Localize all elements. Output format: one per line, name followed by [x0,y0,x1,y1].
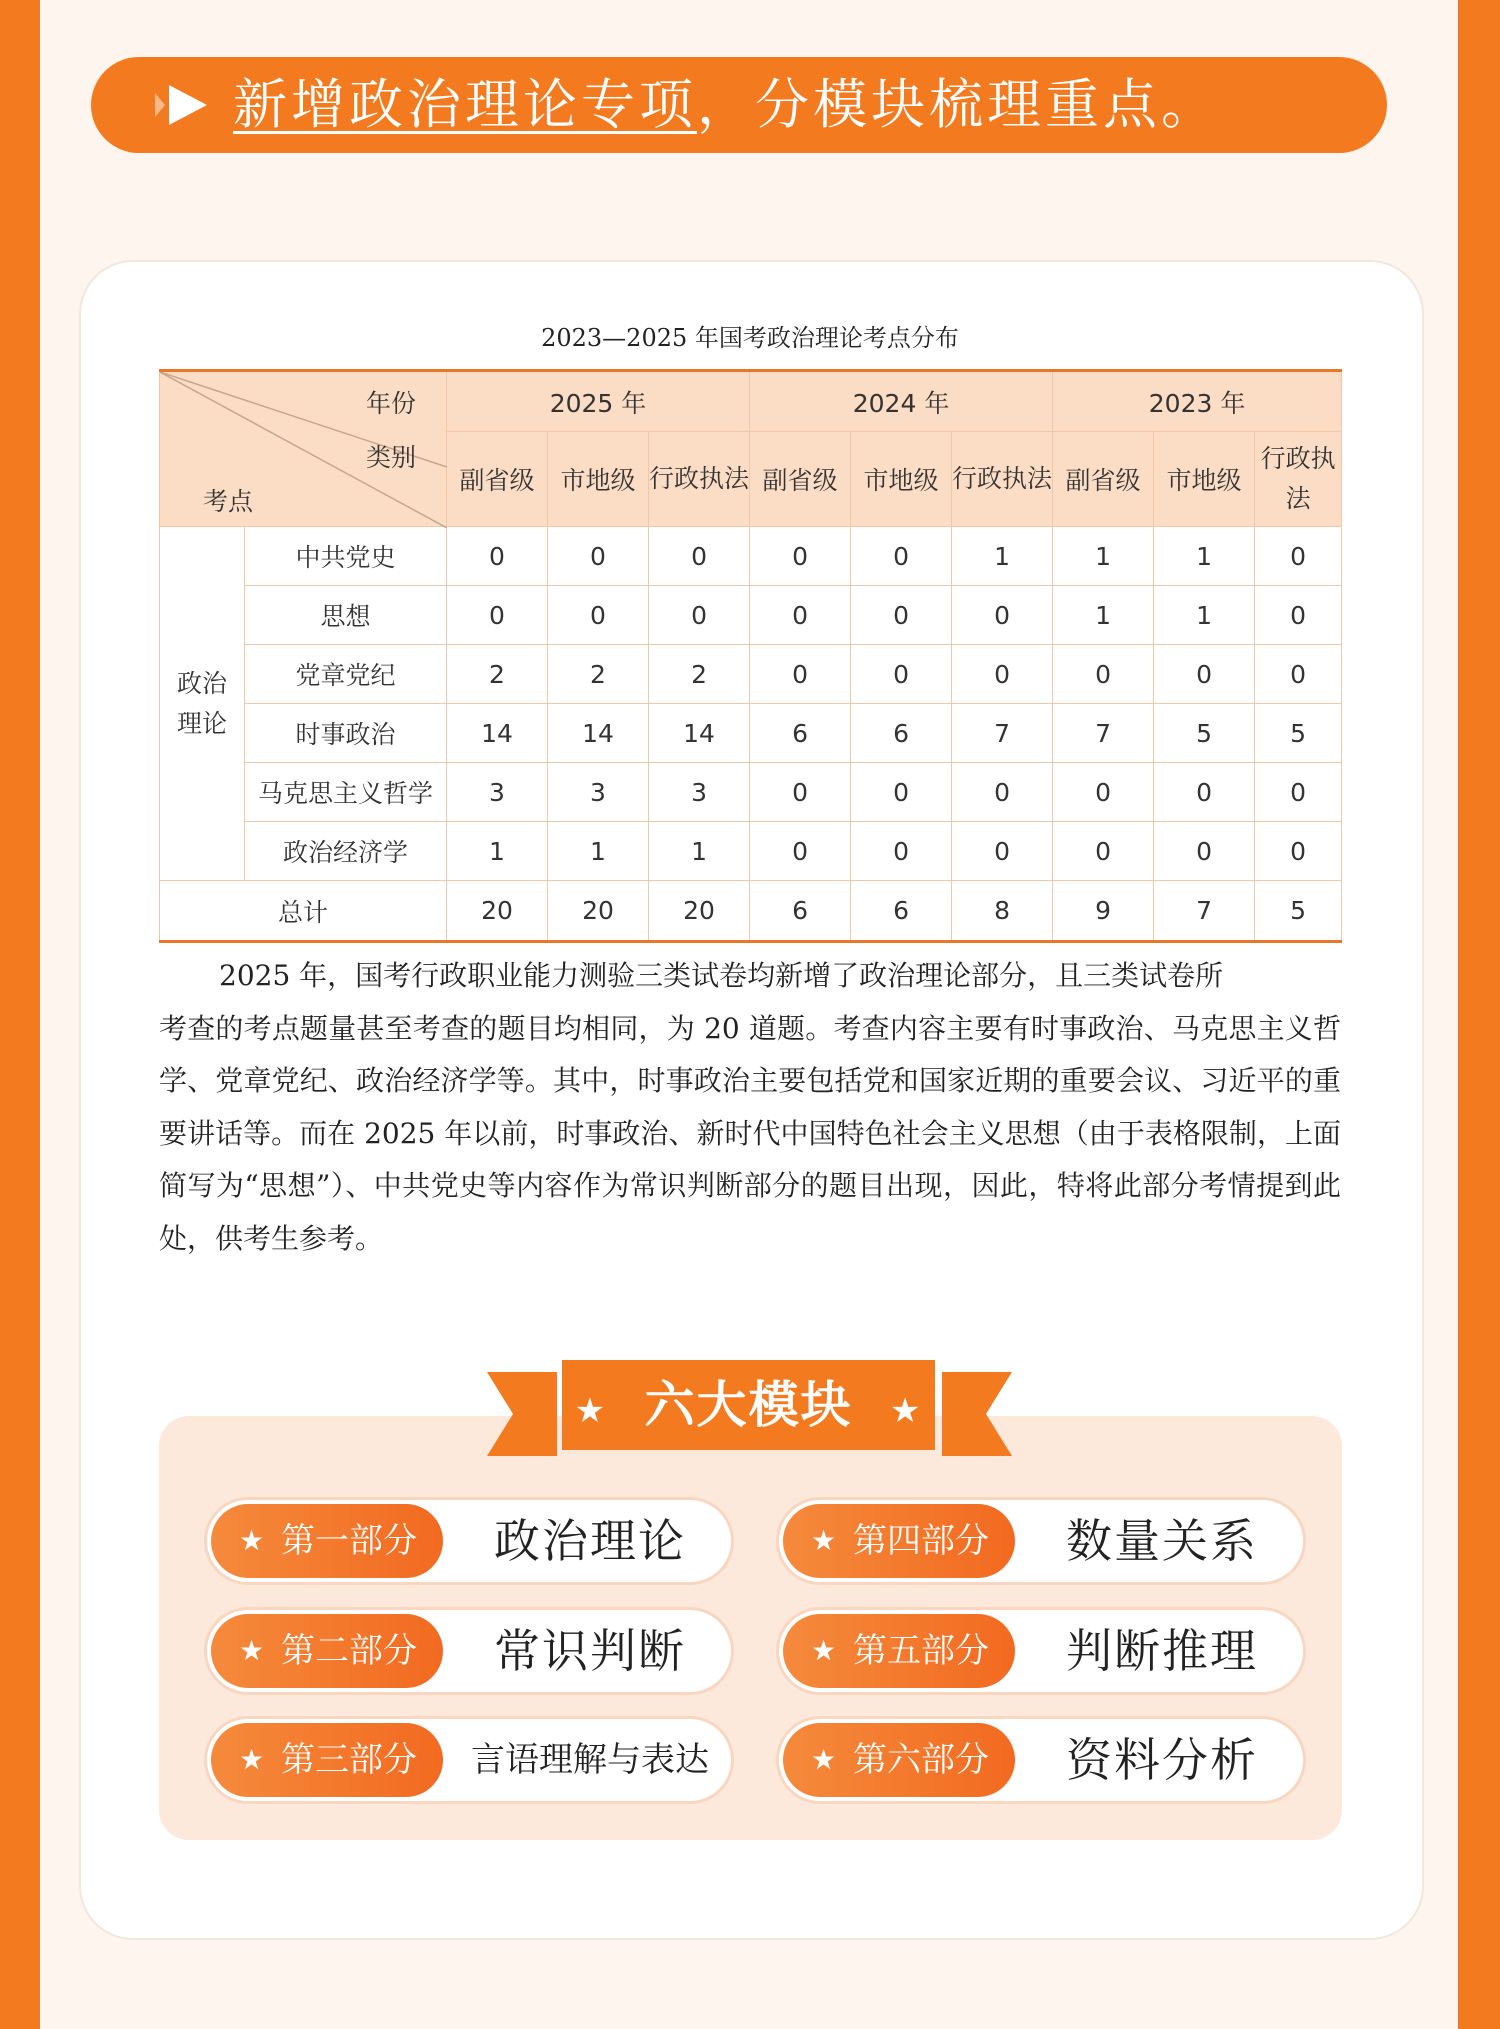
table-cell: 0 [1053,763,1154,822]
table-cell: 6 [750,704,851,763]
table-cell: 14 [447,704,548,763]
headline-text [233,71,1219,139]
star-icon: ★ [239,1524,265,1557]
exam-distribution-table [159,369,1342,943]
table-cell: 0 [851,586,952,645]
table-cell: 0 [1154,822,1255,881]
star-icon: ★ [239,1743,265,1776]
ribbon-right-tail [942,1372,1012,1456]
table-cell: 3 [649,763,750,822]
module-item-5[interactable] [779,1610,1303,1692]
table-row [160,763,1342,822]
module-tag [783,1723,1015,1797]
left-orange-border [0,0,40,2029]
headline-rest: ，分模块梳理重点。 [697,73,1219,136]
category-label: 政治理论 [176,668,227,738]
total-cell: 6 [750,881,851,942]
module-name: 判断推理 [1066,1624,1258,1678]
module-tag-label: 第五部分 [853,1631,989,1671]
year-header-2024: 2024 年 [750,371,1053,432]
corner-type-label: 类别 [365,443,416,472]
table-cell: 2 [548,645,649,704]
row-name: 政治经济学 [245,822,447,881]
module-tag [783,1504,1015,1578]
module-item-2[interactable] [207,1610,731,1692]
table-cell: 0 [851,822,952,881]
star-icon: ★ [574,1391,608,1431]
table-cell: 1 [447,822,548,881]
star-icon: ★ [811,1634,837,1667]
table-cell: 0 [1053,645,1154,704]
table-cell: 1 [952,527,1053,586]
table-cell: 7 [952,704,1053,763]
table-row [160,704,1342,763]
year-header-2025: 2025 年 [447,371,750,432]
table-cell: 0 [750,586,851,645]
table-cell: 7 [1053,704,1154,763]
headline-underlined: 新增政治理论专项 [233,73,697,136]
table-cell: 0 [750,527,851,586]
table-cell: 0 [750,763,851,822]
type-header: 副省级 [447,432,548,527]
module-tag-label: 第四部分 [853,1521,989,1561]
total-cell: 20 [649,881,750,942]
table-cell: 1 [1053,586,1154,645]
ribbon-left-tail [487,1372,557,1456]
table-cell: 0 [750,645,851,704]
module-tag-label: 第二部分 [281,1631,417,1671]
table-cell: 0 [649,527,750,586]
table-cell: 0 [952,822,1053,881]
module-name: 资料分析 [1066,1733,1258,1787]
table-row [160,527,1342,586]
table-cell: 1 [1053,527,1154,586]
type-header: 市地级 [851,432,952,527]
table-cell: 14 [649,704,750,763]
table-cell: 2 [649,645,750,704]
module-name: 言语理解与表达 [471,1740,709,1780]
table-cell: 5 [1154,704,1255,763]
modules-header-title: 六大模块 [644,1376,853,1434]
module-tag-label: 第三部分 [281,1740,417,1780]
table-cell: 1 [1154,527,1255,586]
table-cell: 0 [447,527,548,586]
row-name: 中共党史 [245,527,447,586]
table-cell: 0 [1154,763,1255,822]
star-icon: ★ [811,1524,837,1557]
module-tag [211,1723,443,1797]
table-cell: 0 [750,822,851,881]
type-header: 行政执法 [649,432,750,527]
module-item-4[interactable] [779,1500,1303,1582]
star-icon: ★ [811,1743,837,1776]
table-cell: 0 [1255,586,1342,645]
table-cell: 3 [447,763,548,822]
total-label: 总计 [160,881,447,942]
table-cell: 1 [548,822,649,881]
module-item-6[interactable] [779,1719,1303,1801]
table-cell: 0 [649,586,750,645]
module-name: 政治理论 [494,1514,686,1568]
total-row [160,881,1342,942]
type-header: 市地级 [548,432,649,527]
row-name: 思想 [245,586,447,645]
table-cell: 2 [447,645,548,704]
module-tag [211,1504,443,1578]
table-cell: 0 [952,586,1053,645]
table-cell: 0 [1255,527,1342,586]
table-cell: 0 [952,645,1053,704]
type-header: 行政执法 [1255,432,1342,527]
star-icon: ★ [239,1634,265,1667]
table-cell: 0 [1053,822,1154,881]
row-name: 马克思主义哲学 [245,763,447,822]
total-cell: 20 [548,881,649,942]
total-cell: 6 [851,881,952,942]
module-tag [211,1614,443,1688]
table-cell: 0 [952,763,1053,822]
star-icon: ★ [889,1391,923,1431]
corner-year-label: 年份 [365,389,416,418]
table-cell: 0 [1255,645,1342,704]
table-cell: 6 [851,704,952,763]
module-tag-label: 第一部分 [281,1521,417,1561]
module-tag [783,1614,1015,1688]
module-tag-label: 第六部分 [853,1740,989,1780]
play-arrow-icon [155,85,207,125]
right-orange-border [1458,0,1500,2029]
type-header: 市地级 [1154,432,1255,527]
total-cell: 7 [1154,881,1255,942]
table-cell: 1 [1154,586,1255,645]
corner-point-label: 考点 [203,487,254,516]
table-corner-cell [160,371,447,527]
row-name: 时事政治 [245,704,447,763]
module-item-3[interactable] [207,1719,731,1801]
paragraph-body: 考查的考点题量甚至考查的题目均相同，为 20 道题。考查内容主要有时事政治、马克思主义哲学、党章党纪、政治经济学等。其中，时事政治主要包括党和国家近期的重要会议、习近平的重要讲话等。而在 2025 年以前，时事政治、新时代中国特色社会主义思想（由于表格限制，上面简写为“思想”）、中共党史等内容作为常识判断部分的题目出现，因此，特将此部分考情提到此处，供考生参考。 [159,1011,1341,1255]
module-item-1[interactable] [207,1500,731,1582]
table-cell: 0 [447,586,548,645]
table-cell: 0 [1154,645,1255,704]
table-row [160,822,1342,881]
module-name: 数量关系 [1066,1514,1258,1568]
table-cell: 0 [1255,822,1342,881]
table-cell: 0 [851,763,952,822]
total-cell: 20 [447,881,548,942]
total-cell: 8 [952,881,1053,942]
year-header-2023: 2023 年 [1053,371,1342,432]
total-cell: 9 [1053,881,1154,942]
headline-banner [91,57,1387,153]
table-cell: 1 [649,822,750,881]
type-header: 副省级 [1053,432,1154,527]
table-cell: 0 [1255,763,1342,822]
module-name: 常识判断 [494,1624,686,1678]
table-row [160,645,1342,704]
table-cell: 3 [548,763,649,822]
modules-header [562,1360,935,1450]
row-name: 党章党纪 [245,645,447,704]
table-cell: 0 [548,586,649,645]
table-cell: 14 [548,704,649,763]
table-cell: 0 [851,645,952,704]
table-cell: 0 [851,527,952,586]
description-paragraph [159,950,1341,1265]
paragraph-first-line: 2025 年，国考行政职业能力测验三类试卷均新增了政治理论部分，且三类试卷所 [219,959,1224,992]
table-cell: 5 [1255,704,1342,763]
table-title: 2023—2025 年国考政治理论考点分布 [541,324,959,352]
table-row [160,586,1342,645]
category-cell [160,527,245,881]
table-cell: 0 [548,527,649,586]
type-header: 副省级 [750,432,851,527]
type-header: 行政执法 [952,432,1053,527]
total-cell: 5 [1255,881,1342,942]
